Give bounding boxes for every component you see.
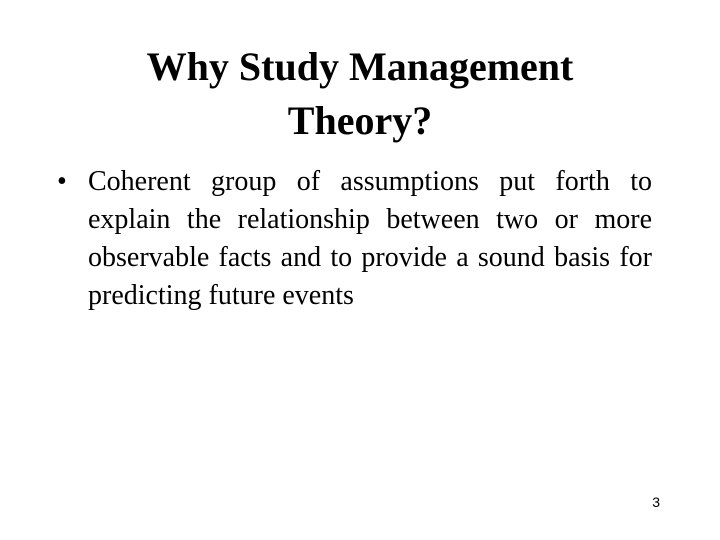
slide-number: 3 bbox=[652, 494, 660, 510]
slide-title-line-2: Theory? bbox=[287, 98, 433, 143]
bullet-marker: • bbox=[57, 166, 67, 197]
slide-title bbox=[60, 40, 660, 148]
bullet-text: Coherent group of assumptions put forth to explain the relationship between two or more observable facts and to provide a sound basis for predicting future events bbox=[88, 166, 652, 311]
slide-title-line-1: Why Study Management bbox=[146, 44, 574, 89]
bullet-item bbox=[55, 163, 652, 315]
bullet-list bbox=[55, 163, 652, 315]
